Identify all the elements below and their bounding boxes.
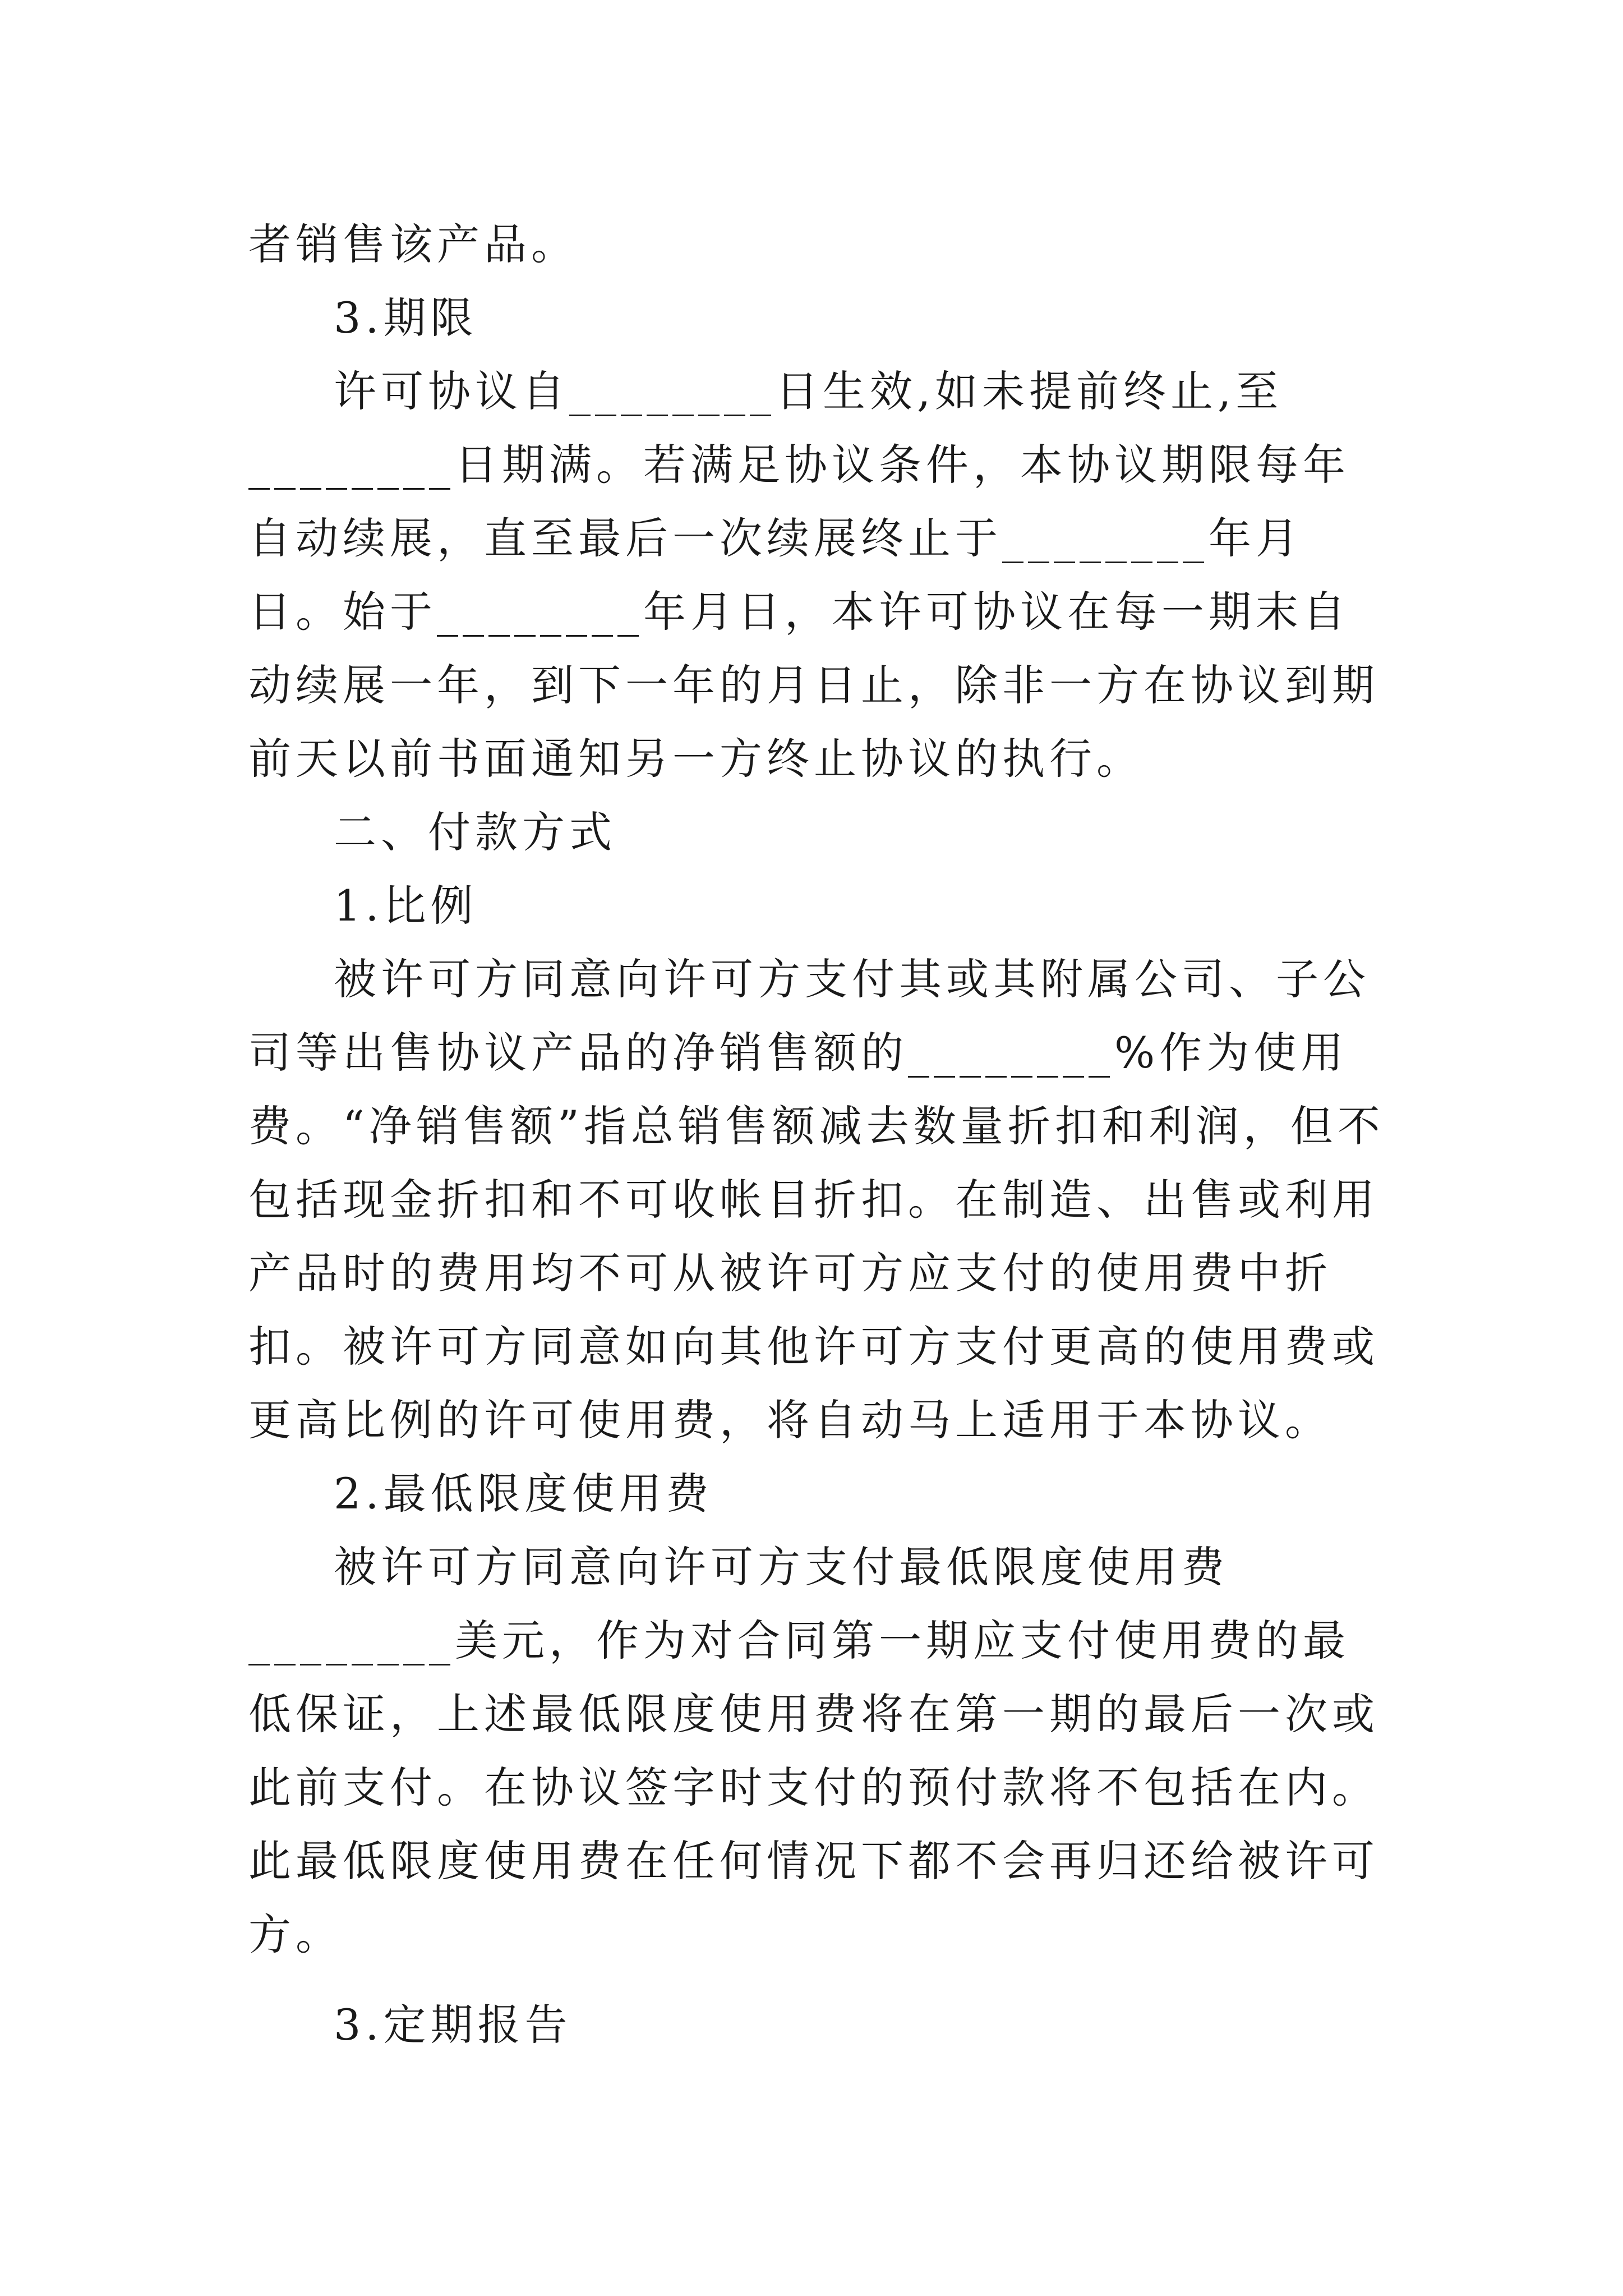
paragraph-ratio: 被许可方同意向许可方支付其或其附属公司、子公司等出售协议产品的净销售额的________%作为使用费。“净销售额”指总销售额减去数量折扣和利润，但不包括现金折扣和不可收帐目折扣。在制造、出售或利用产品时的费用均不可从被许可方应支付的使用费中折扣。被许可方同意如向其他许可方支付更高的使用费或更高比例的许可使用费，将自动马上适用于本协议。 — [248, 954, 1385, 1445]
section-heading-term: 3.期限 — [334, 293, 478, 343]
paragraph-minimum-fee: 被许可方同意向许可方支付最低限度使用费________美元，作为对合同第一期应支付使用费的最低保证，上述最低限度使用费将在第一期的最后一次或此前支付。在协议签字时支付的预付款将不包括在内。此最低限度使用费在任何情况下都不会再归还给被许可方。 — [248, 1542, 1379, 1959]
document-body — [248, 208, 1393, 2062]
paragraph-continuation: 者销售该产品。 — [248, 219, 578, 269]
section-heading-ratio: 1.比例 — [334, 881, 478, 931]
paragraph-term: 许可协议自________日生效,如未提前终止,至________日期满。若满足协议条件，本协议期限每年自动续展，直至最后一次续展终止于________年月日。始于________年月日，本许可协议在每一期末自动续展一年，到下一年的月日止，除非一方在协议到期前天以前书面通知另一方终止协议的执行。 — [248, 366, 1379, 784]
section-heading-minimum-fee: 2.最低限度使用费 — [334, 1469, 713, 1519]
section-heading-payment: 二、付款方式 — [334, 807, 616, 857]
section-heading-periodic-report: 3.定期报告 — [334, 2000, 572, 2050]
